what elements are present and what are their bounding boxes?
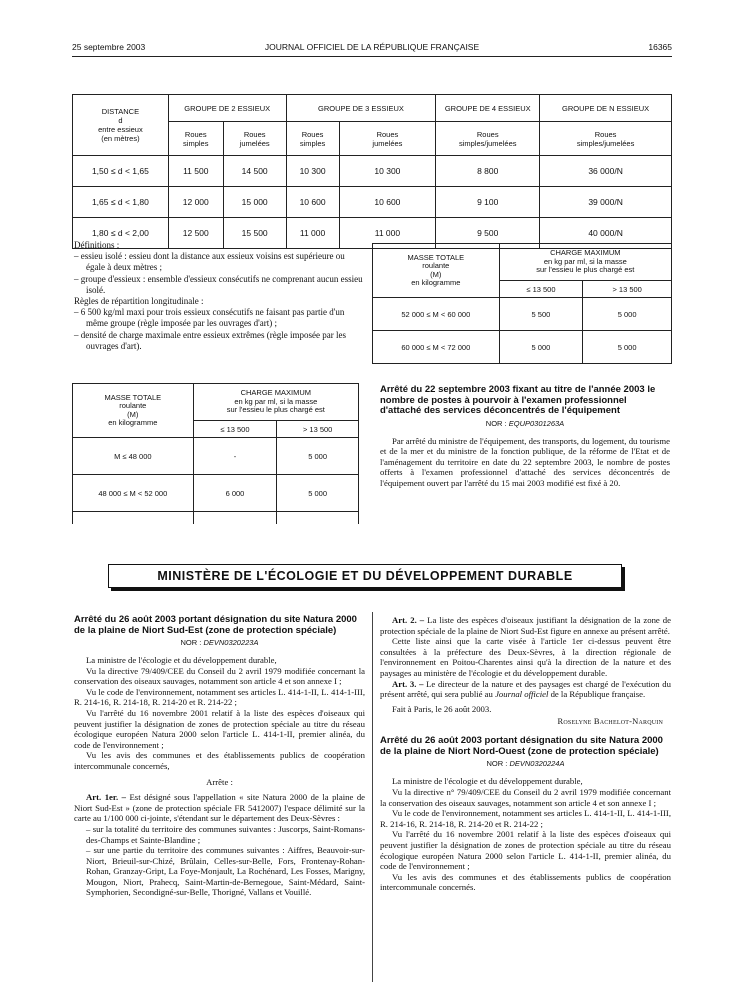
value-cell: - <box>193 438 277 475</box>
nor-reference: NOR : DEVN0320223A <box>180 638 259 647</box>
group-header: GROUPE DE N ESSIEUX <box>540 95 672 122</box>
paragraph: La ministre de l'écologie et du développement durable, <box>392 776 583 787</box>
definitions-title: Définitions : <box>74 240 120 250</box>
rule-item: – densité de charge maximale entre essieux extrêmes (règle imposée par les ouvrages d'art). <box>74 329 346 351</box>
header-rule <box>72 56 672 57</box>
list-item: – sur la totalité du territoire des communes suivantes : Juscorps, Saint-Romans-des-Champs et Sainte-Blandine ; <box>86 823 365 845</box>
arrete-title: Arrêté du 22 septembre 2003 fixant au titre de l'année 2003 le nombre de postes à pourvoir à l'examen professionnel d'attaché des services déconcentrés de l'équipement <box>380 384 656 416</box>
mass-table-left <box>72 383 359 524</box>
value-cell: 40 000/N <box>540 218 672 249</box>
rules-title: Règles de répartition longitudinale : <box>74 296 204 307</box>
value-cell: 15 000 <box>223 187 286 218</box>
paragraph: Vu les avis des communes et des établissements publics de coopération intercommunale concernés, <box>74 750 365 771</box>
distance-cell: 1,80 ≤ d < 2,00 <box>73 218 169 249</box>
column-header: ≤ 13 500 <box>499 281 583 298</box>
journal-title: JOURNAL OFFICIEL DE LA RÉPUBLIQUE FRANÇAISE <box>264 42 480 52</box>
value-cell: 11 000 <box>339 218 436 249</box>
value-cell: 5 500 <box>499 298 583 331</box>
value-cell: 5 000 <box>277 475 359 512</box>
definition-item: – essieu isolé : essieu dont la distance aux essieux voisins est supérieure ou égale à deux mètres ; <box>74 251 345 273</box>
value-cell: 6 000 <box>193 475 277 512</box>
paragraph: Vu la directive n° 79/409/CEE du Conseil du 2 avril 1979 modifiée concernant la conservation des oiseaux sauvages, notamment son article 4 et son annexe I ; <box>380 786 671 808</box>
paragraph: Vu le code de l'environnement, notamment ses articles L. 414-1-II, L. 414-1-III, R. 214-16, R. 214-18, R. 214-20 et R. 214-22 ; <box>380 808 671 829</box>
table-row <box>73 475 359 512</box>
paragraph: Vu les avis des communes et des établissements publics de coopération intercommunale concernés. <box>380 871 671 893</box>
article-1: Art. 1er. – Est désigné sous l'appellation « site Natura 2000 de la plaine de Niort Sud-Est » (zone de protection spéciale FR 5412007) l'espace délimité sur la carte au 1/100 000 ci-jointe, s'étendant sur le département des Deux-Sèvres : <box>74 792 366 824</box>
nor-reference: NOR : EQUP0301263A <box>485 418 565 428</box>
value-cell: 11 500 <box>168 156 223 187</box>
list-item: – sur une partie du territoire des communes suivantes : Aiffres, Beauvoir-sur-Niort, Brieuil-sur-Chizé, Brûlain, Celles-sur-Belle, Fors, Frontenay-Rohan-Rohan, Granzay-Gript, La Foye-Monjault, La Rochénard, Les Fosses, Marigny, Mougon, Niort, Prahecq, Saint-Martin-de-Bernegoue, Saint-Médard, Saint-Symphorien, Secondigné-sur-Belle, Thorigné, Vallans et Vouillé. <box>86 845 365 898</box>
value-cell: 5 000 <box>583 331 672 364</box>
value-cell: 15 500 <box>223 218 286 249</box>
charge-header: CHARGE MAXIMUM en kg par ml, si la masse sur l'essieu le plus chargé est <box>499 244 671 281</box>
article-3: Art. 3. – Le directeur de la nature et des paysages est chargé de l'exécution du présent arrêté, qui sera publié au Journal officiel de la République française. <box>380 678 671 700</box>
value-cell: 5 000 <box>277 438 359 475</box>
group-header: GROUPE DE 2 ESSIEUX <box>168 95 286 122</box>
table-row <box>73 187 672 218</box>
arrete-body: Par arrêté du ministre de l'équipement, des transports, du logement, du tourisme et de la mer et du ministre de la fonction publique, de la réforme de l'Etat et de l'aménagement du territoire en date du 22 septembre 2003, le nombre de postes offerts à l'examen professionnel d'attaché des services déconcentrés de l'équipement ouvert par l'arrêté du 15 mai 2003 modifié est fixé à 20. <box>380 435 670 488</box>
arrete-title: Arrêté du 26 août 2003 portant désignation du site Natura 2000 de la plaine de Niort Nord-Ouest (zone de protection spéciale) <box>380 735 663 757</box>
arrete-title: Arrêté du 26 août 2003 portant désignation du site Natura 2000 de la plaine de Niort Sud-Est (zone de protection spéciale) <box>74 614 357 636</box>
right-column <box>380 615 671 893</box>
wheel-header: Roues simples <box>168 122 223 156</box>
paragraph: Vu le code de l'environnement, notamment ses articles L. 414-1-II, L. 414-1-III, R. 214-16, R. 214-18, R. 214-20 et R. 214-22 ; <box>74 686 365 708</box>
wheel-header: Roues simples/jumelées <box>540 122 672 156</box>
ministry-banner: MINISTÈRE DE L'ÉCOLOGIE ET DU DÉVELOPPEMENT DURABLE <box>108 564 622 588</box>
wheel-header: Roues simples <box>286 122 339 156</box>
column-header: ≤ 13 500 <box>193 421 277 438</box>
mass-cell: 60 000 ≤ M < 72 000 <box>373 331 500 364</box>
value-cell: 10 300 <box>286 156 339 187</box>
value-cell: 11 000 <box>286 218 339 249</box>
value-cell: 36 000/N <box>540 156 672 187</box>
table-row <box>373 331 672 364</box>
value-cell: 14 500 <box>223 156 286 187</box>
fait-a: Fait à Paris, le 26 août 2003. <box>392 703 492 714</box>
signature: Roselyne Bachelot-Narquin <box>557 716 663 727</box>
distance-cell: 1,65 ≤ d < 1,80 <box>73 187 169 218</box>
wheel-header: Roues simples/jumelées <box>436 122 540 156</box>
issue-date: 25 septembre 2003 <box>72 42 146 52</box>
value-cell: 8 800 <box>436 156 540 187</box>
rule-item: – 6 500 kg/ml maxi pour trois essieux consécutifs ne faisant pas partie d'un même groupe (règle imposée par les ouvrages d'art) ; <box>74 307 345 329</box>
paragraph: Cette liste ainsi que la carte visée à l'article 1er ci-dessus peuvent être consultées à la préfecture des Deux-Sèvres, à la direction régionale de l'environnement en Poitou-Charentes ainsi qu'à la direction de la nature et des paysages au ministère de l'écologie et du développement durable. <box>380 636 671 678</box>
page-number: 16365 <box>648 42 672 52</box>
paragraph: La ministre de l'écologie et du développement durable, <box>86 655 277 665</box>
value-cell: 5 000 <box>499 331 583 364</box>
definition-item: – groupe d'essieux : ensemble d'essieux consécutifs ne comprenant aucun essieu isolé. <box>74 273 363 295</box>
mass-cell: 48 000 ≤ M < 52 000 <box>73 475 194 512</box>
value-cell: 12 000 <box>168 187 223 218</box>
wheel-header: Roues jumelées <box>223 122 286 156</box>
mass-cell: 52 000 ≤ M < 60 000 <box>373 298 500 331</box>
mass-header: MASSE TOTALE roulante (M) en kilogramme <box>73 384 194 438</box>
column-divider <box>372 612 373 982</box>
value-cell: 10 300 <box>339 156 436 187</box>
definitions-block <box>74 240 364 352</box>
wheel-header: Roues jumelées <box>339 122 436 156</box>
paragraph: Vu la directive 79/409/CEE du Conseil du 2 avril 1979 modifiée concernant la conservation des oiseaux sauvages, notamment son article 4 et son annexe I ; <box>74 665 365 687</box>
column-header: > 13 500 <box>583 281 672 298</box>
article-2: Art. 2. – La liste des espèces d'oiseaux justifiant la désignation de la zone de protection spéciale de la plaine de Niort Sud-Est figure en annexe au présent arrêté. <box>380 615 672 636</box>
group-header: GROUPE DE 4 ESSIEUX <box>436 95 540 122</box>
nor-reference: NOR : DEVN0320224A <box>486 759 565 769</box>
table-continuation <box>73 512 359 525</box>
value-cell: 12 500 <box>168 218 223 249</box>
mass-header: MASSE TOTALE roulante (M) en kilogramme <box>373 244 500 298</box>
table-row <box>73 438 359 475</box>
charge-header: CHARGE MAXIMUM en kg par ml, si la masse sur l'essieu le plus chargé est <box>193 384 358 421</box>
distance-header: DISTANCE d entre essieux (en mètres) <box>73 95 169 156</box>
value-cell: 10 600 <box>286 187 339 218</box>
distance-cell: 1,50 ≤ d < 1,65 <box>73 156 169 187</box>
mass-table-right <box>372 243 672 364</box>
axle-weight-table <box>72 94 672 249</box>
value-cell: 39 000/N <box>540 187 672 218</box>
value-cell: 9 500 <box>436 218 540 249</box>
value-cell: 5 000 <box>583 298 672 331</box>
value-cell: 9 100 <box>436 187 540 218</box>
paragraph: Vu l'arrêté du 16 novembre 2001 relatif à la liste des espèces d'oiseaux qui peuvent justifier la désignation de zones de protection spéciale au titre du réseau écologique européen Natura 2000 selon l'article L. 414-1-II, premier alinéa, du code de l'environnement ; <box>74 707 365 750</box>
table-row <box>373 298 672 331</box>
mass-cell: M ≤ 48 000 <box>73 438 194 475</box>
table-row <box>73 156 672 187</box>
value-cell: 10 600 <box>339 187 436 218</box>
arrete-sud-est <box>74 615 365 898</box>
group-header: GROUPE DE 3 ESSIEUX <box>286 95 436 122</box>
column-header: > 13 500 <box>277 421 359 438</box>
paragraph: Vu l'arrêté du 16 novembre 2001 relatif à la liste des espèces d'oiseaux qui peuvent justifier la désignation de zones de protection spéciale au titre du réseau écologique européen Natura 2000 selon l'article L. 414-1-II, premier alinéa, du code de l'environnement ; <box>380 829 671 872</box>
arrete-keyword: Arrête : <box>206 776 233 787</box>
page-header <box>72 42 672 56</box>
arrete-equipement <box>380 385 670 488</box>
